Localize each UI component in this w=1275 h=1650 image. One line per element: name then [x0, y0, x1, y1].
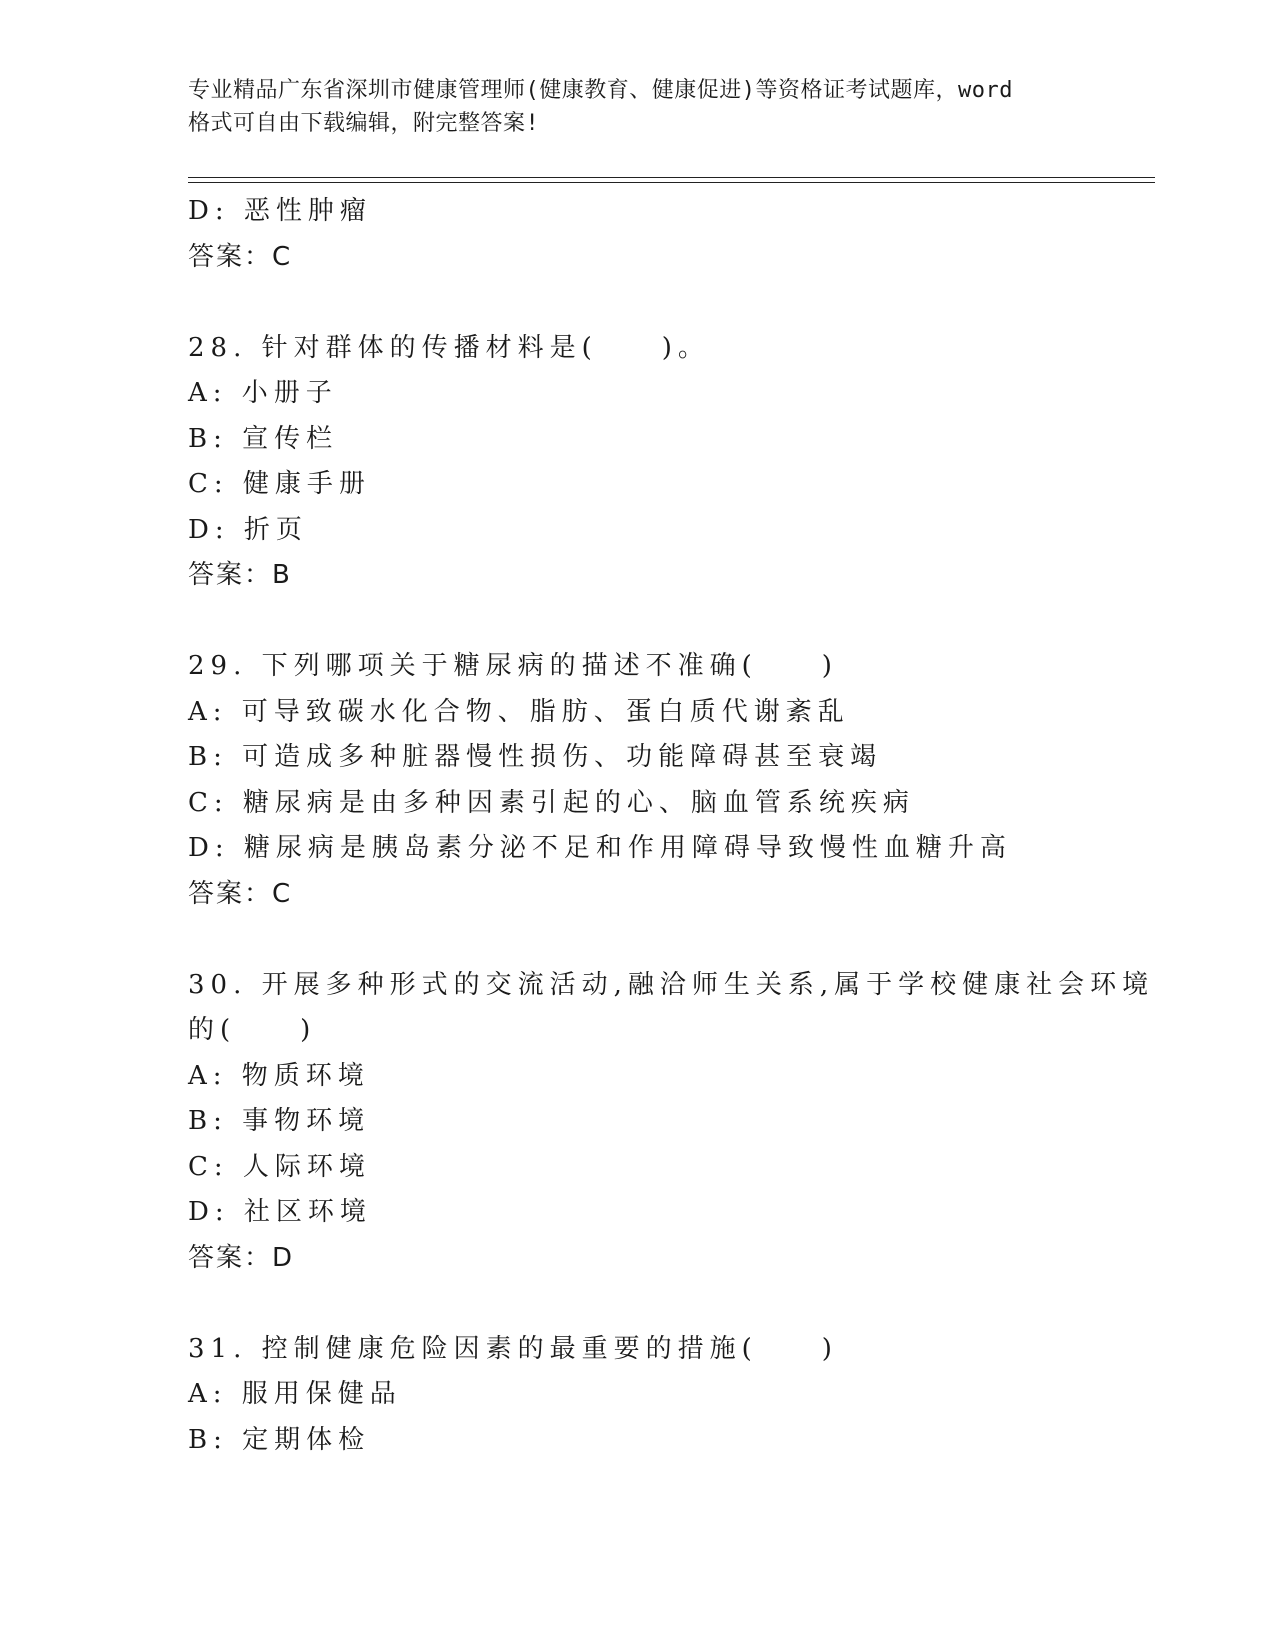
answer: 答案：B — [188, 560, 292, 590]
header-rule-top — [188, 177, 1155, 178]
answer: 答案：C — [188, 878, 293, 909]
header-rule-bottom — [188, 182, 1155, 183]
option-a: A: 服用保健品 — [188, 1379, 402, 1409]
question-30 — [188, 963, 1155, 1282]
spacer — [188, 917, 1088, 963]
spacer — [188, 1281, 1088, 1327]
option-a: A: 可导致碳水化合物、脂肪、蛋白质代谢紊乱 — [188, 696, 850, 727]
option-d: D: 折页 — [188, 514, 308, 545]
question-text-line-1: 30. 开展多种形式的交流活动,融洽师生关系,属于学校健康社会环境 — [188, 969, 1155, 1000]
answer: 答案：D — [188, 1242, 295, 1273]
question-31 — [188, 1327, 1088, 1464]
option-d: D: 恶性肿瘤 — [188, 196, 372, 226]
option-c: C: 糖尿病是由多种因素引起的心、脑血管系统疾病 — [188, 787, 915, 818]
question-content — [188, 189, 1155, 1463]
question-text: 28. 针对群体的传播材料是( )。 — [188, 332, 710, 363]
option-b: B: 可造成多种脏器慢性损伤、功能障碍甚至衰竭 — [188, 742, 883, 772]
question-text: 31. 控制健康危险因素的最重要的措施( ) — [188, 1333, 838, 1364]
option-d: D: 糖尿病是胰岛素分泌不足和作用障碍导致慢性血糖升高 — [188, 833, 1012, 863]
option-b: B: 事物环境 — [188, 1106, 371, 1136]
question-28 — [188, 326, 1088, 599]
option-d: D: 社区环境 — [188, 1197, 372, 1227]
header-line-1: 专业精品广东省深圳市健康管理师(健康教育、健康促进)等资格证考试题库，word — [188, 78, 1013, 103]
option-b: B: 宣传栏 — [188, 423, 339, 454]
answer: 答案：C — [188, 241, 293, 272]
option-a: A: 物质环境 — [188, 1060, 370, 1091]
document-header — [188, 74, 1088, 140]
header-line-2: 格式可自由下载编辑，附完整答案! — [188, 111, 540, 136]
question-29 — [188, 644, 1088, 917]
question-text-line-2: 的( ) — [188, 1015, 317, 1045]
spacer — [188, 280, 1088, 326]
question-text: 29. 下列哪项关于糖尿病的描述不准确( ) — [188, 651, 838, 681]
option-b: B: 定期体检 — [188, 1424, 371, 1455]
spacer — [188, 599, 1088, 645]
option-a: A: 小册子 — [188, 378, 338, 408]
option-c: C: 健康手册 — [188, 469, 371, 499]
question-27-tail — [188, 189, 1088, 280]
option-c: C: 人际环境 — [188, 1151, 371, 1182]
